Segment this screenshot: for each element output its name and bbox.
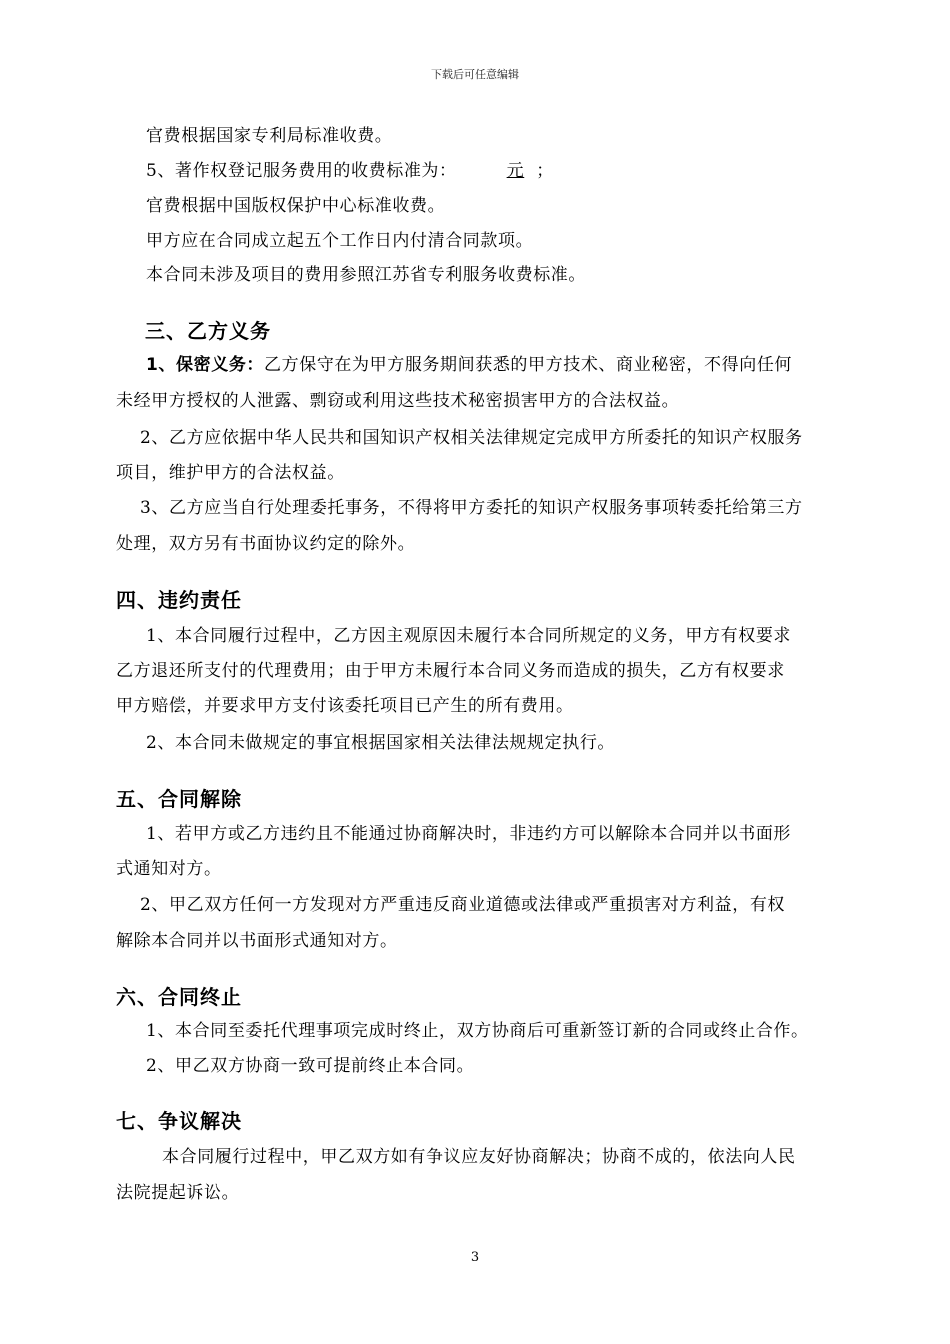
paragraph-line: 2、甲乙双方任何一方发现对方严重违反商业道德或法律或严重损害对方利益，有权 [140, 895, 786, 915]
paragraph-line: 2、乙方应依据中华人民共和国知识产权相关法律规定完成甲方所委托的知识产权服务 [140, 428, 803, 448]
paragraph-line: 法院提起诉讼。 [116, 1183, 240, 1203]
paragraph-line: 式通知对方。 [116, 859, 222, 879]
paragraph-line: 未经甲方授权的人泄露、剽窃或利用这些技术秘密损害甲方的合法权益。 [116, 391, 680, 411]
paragraph-line: 解除本合同并以书面形式通知对方。 [116, 931, 398, 951]
paragraph-text: 乙方保守在为甲方服务期间获悉的甲方技术、商业秘密，不得向任何 [264, 355, 793, 375]
paragraph-line: 处理，双方另有书面协议约定的除外。 [116, 534, 416, 554]
section-heading: 五、合同解除 [116, 787, 242, 811]
paragraph-line: 本合同未涉及项目的费用参照江苏省专利服务收费标准。 [146, 265, 586, 285]
section-heading: 六、合同终止 [116, 985, 242, 1009]
fee-standard-label: 5、著作权登记服务费用的收费标准为： [146, 161, 457, 181]
paragraph-line [146, 357, 792, 374]
page-header: 下载后可任意编辑 [431, 68, 519, 81]
confidentiality-label: 1、保密义务： [146, 355, 265, 375]
paragraph-line: 本合同履行过程中，甲乙双方如有争议应友好协商解决；协商不成的，依法向人民 [162, 1147, 796, 1167]
paragraph-line: 甲方应在合同成立起五个工作日内付清合同款项。 [146, 231, 534, 251]
fee-amount-blank: 元 [506, 161, 525, 181]
paragraph-line: 1、本合同至委托代理事项完成时终止，双方协商后可重新签订新的合同或终止合作。 [146, 1021, 809, 1041]
paragraph-line: 2、本合同未做规定的事宜根据国家相关法律法规规定执行。 [146, 733, 616, 753]
paragraph-line: 乙方退还所支付的代理费用；由于甲方未履行本合同义务而造成的损失，乙方有权要求 [116, 661, 785, 681]
paragraph-line [146, 163, 554, 180]
section-heading: 三、乙方义务 [145, 319, 271, 343]
paragraph-line: 3、乙方应当自行处理委托事务，不得将甲方委托的知识产权服务事项转委托给第三方 [140, 498, 803, 518]
section-heading: 七、争议解决 [116, 1109, 242, 1133]
paragraph-line: 1、本合同履行过程中，乙方因主观原因未履行本合同所规定的义务，甲方有权要求 [146, 626, 792, 646]
paragraph-line: 甲方赔偿，并要求甲方支付该委托项目已产生的所有费用。 [116, 696, 574, 716]
paragraph-line: 官费根据中国版权保护中心标准收费。 [146, 196, 446, 216]
section-heading: 四、违约责任 [116, 588, 242, 612]
paragraph-line: 2、甲乙双方协商一致可提前终止本合同。 [146, 1056, 475, 1076]
paragraph-line: 1、若甲方或乙方违约且不能通过协商解决时，非违约方可以解除本合同并以书面形 [146, 824, 792, 844]
punctuation: ； [536, 161, 554, 181]
paragraph-line: 项目，维护甲方的合法权益。 [116, 463, 345, 483]
page-number: 3 [470, 1250, 480, 1265]
paragraph-line: 官费根据国家专利局标准收费。 [146, 126, 393, 146]
